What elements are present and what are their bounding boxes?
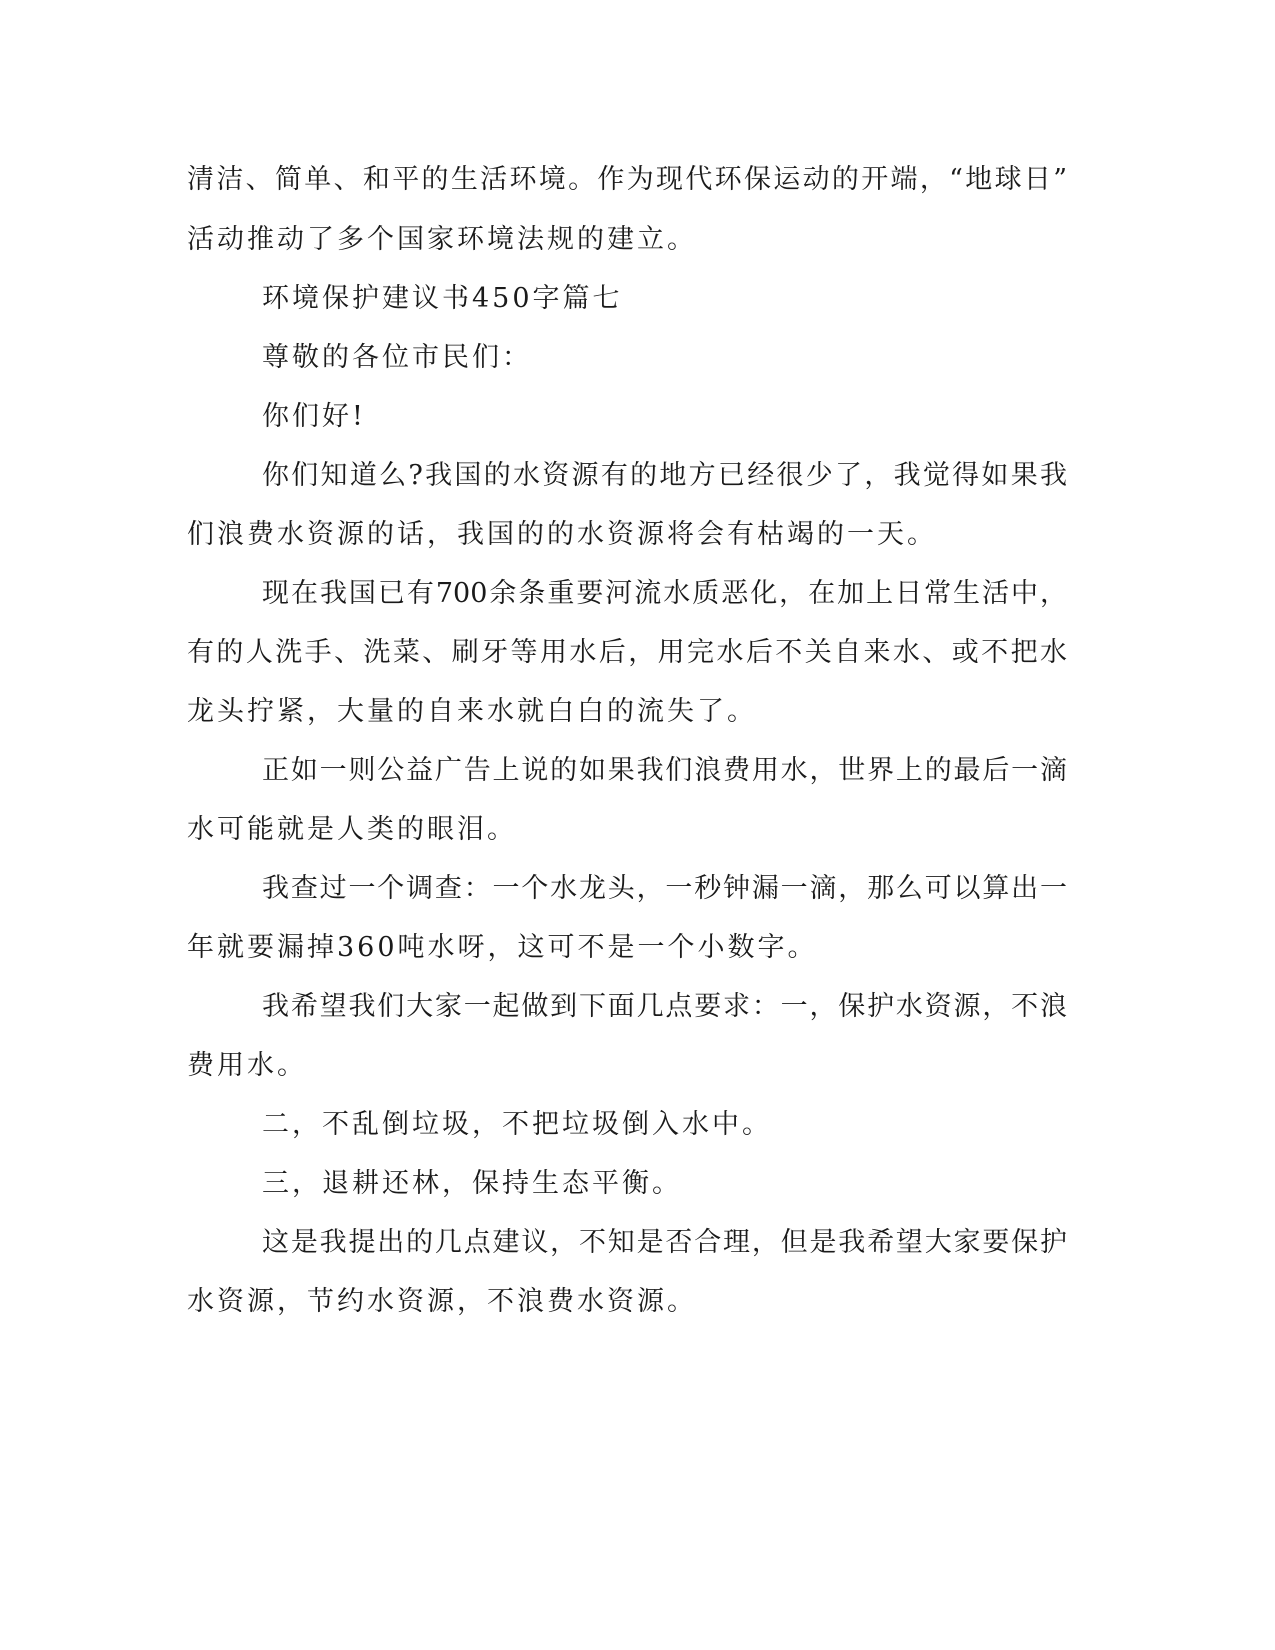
text-line: 活动推动了多个国家环境法规的建立。 [187,224,697,255]
text-line: 们浪费水资源的话，我国的的水资源将会有枯竭的一天。 [187,519,937,550]
salutation: 尊敬的各位市民们： [262,342,532,373]
text-line: 年就要漏掉360吨水呀，这可不是一个小数字。 [187,932,818,963]
text-line: 水可能就是人类的眼泪。 [187,814,517,845]
text-line: 清洁、简单、和平的生活环境。作为现代环保运动的开端，“地球日” [187,164,1067,195]
text-line: 水资源，节约水资源，不浪费水资源。 [187,1286,697,1317]
text-line: 我希望我们大家一起做到下面几点要求：一，保护水资源，不浪 [262,991,1067,1022]
text-line: 正如一则公益广告上说的如果我们浪费用水，世界上的最后一滴 [262,755,1067,786]
text-line: 龙头拧紧，大量的自来水就白白的流失了。 [187,696,757,727]
text-line: 你们知道么?我国的水资源有的地方已经很少了，我觉得如果我 [262,460,1067,491]
text-line: 我查过一个调查：一个水龙头，一秒钟漏一滴，那么可以算出一 [262,873,1067,904]
text-line: 三，退耕还林，保持生态平衡。 [262,1168,682,1199]
text-line: 二，不乱倒垃圾，不把垃圾倒入水中。 [262,1109,772,1140]
text-line: 这是我提出的几点建议，不知是否合理，但是我希望大家要保护 [262,1227,1067,1258]
greeting: 你们好! [262,401,366,432]
section-heading: 环境保护建议书450字篇七 [262,283,623,314]
text-line: 有的人洗手、洗菜、刷牙等用水后，用完水后不关自来水、或不把水 [187,637,1067,668]
text-line: 现在我国已有700余条重要河流水质恶化，在加上日常生活中， [262,578,1067,609]
text-line: 费用水。 [187,1050,307,1081]
